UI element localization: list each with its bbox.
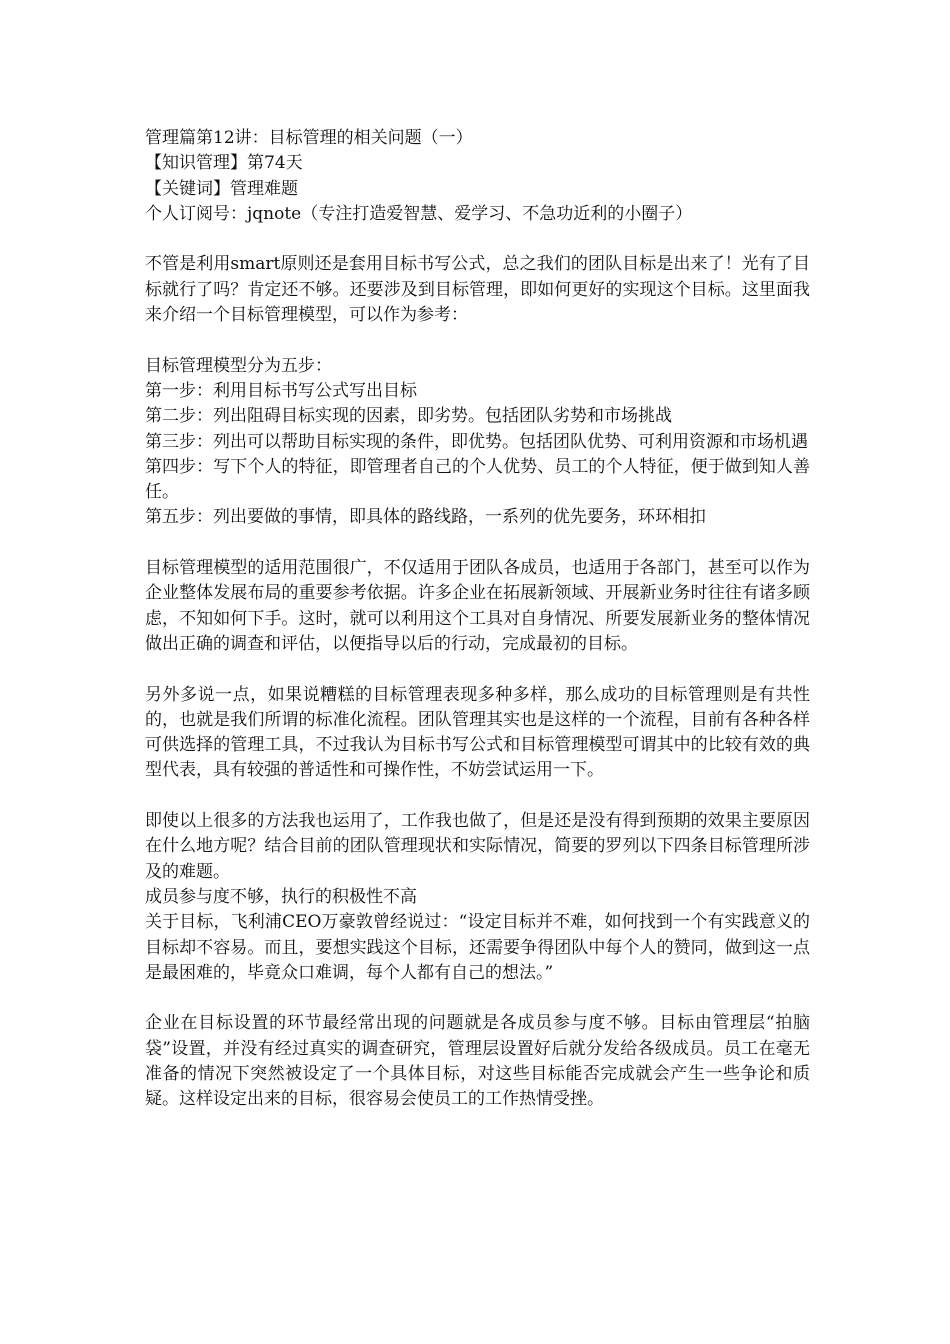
model-step-4: 第四步：写下个人的特征，即管理者自己的个人优势、员工的个人特征，便于做到知人善任。 <box>145 456 810 503</box>
intro-paragraph: 不管是利用smart原则还是套用目标书写公式，总之我们的团队目标是出来了！光有了目标就行了吗？肯定还不够。还要涉及到目标管理，即如何更好的实现这个目标。这里面我来介绍一个目标管理模型，可以作为参考： <box>145 254 810 326</box>
subscription-line: 个人订阅号：jqnote（专注打造爱智慧、爱学习、不急功近利的小圈子） <box>145 203 693 224</box>
document-page <box>145 126 810 1138</box>
scope-paragraph: 目标管理模型的适用范围很广，不仅适用于团队各成员，也适用于各部门，甚至可以作为企业整体发展布局的重要参考依据。许多企业在拓展新领域、开展新业务时往往有诸多顾虑，不知如何下手。这时，就可以利用这个工具对自身情况、所要发展新业务的整体情况做出正确的调查和评估，以便指导以后的行动，完成最初的目标。 <box>145 558 810 654</box>
keywords-label: 【关键词】管理难题 <box>145 178 298 199</box>
header-block <box>145 126 810 227</box>
model-step-5: 第五步：列出要做的事情，即具体的路线路，一系列的优先要务，环环相扣 <box>145 507 706 528</box>
problems-intro-paragraph: 即使以上很多的方法我也运用了，工作我也做了，但是还是没有得到预期的效果主要原因在什么地方呢？结合目前的团队管理现状和实际情况，简要的罗列以下四条目标管理所涉及的难题。 <box>145 811 810 882</box>
standard-paragraph: 另外多说一点，如果说糟糕的目标管理表现多种多样，那么成功的目标管理则是有共性的，也就是我们所谓的标准化流程。团队管理其实也是这样的一个流程，目前有各种各样可供选择的管理工具，不过我认为目标书写公式和目标管理模型可谓其中的比较有效的典型代表，具有较强的普适性和可操作性，不妨尝试运用一下。 <box>145 684 810 781</box>
problem-one-heading: 成员参与度不够，执行的积极性不高 <box>145 886 417 907</box>
model-step-1: 第一步：利用目标书写公式写出目标 <box>145 380 417 401</box>
series-label: 【知识管理】第74天 <box>145 153 303 174</box>
article-title: 管理篇第12讲：目标管理的相关问题（一） <box>145 128 473 148</box>
problems-block <box>145 809 810 986</box>
model-steps-block <box>145 354 810 531</box>
participation-paragraph: 企业在目标设置的环节最经常出现的问题就是各成员参与度不够。目标由管理层“拍脑袋”设置，并没有经过真实的调查研究，管理层设置好后就分发给各级成员。员工在毫无准备的情况下突然被设定了一个具体目标，对这些目标能否完成就会产生一些争论和质疑。这样设定出来的目标，很容易会使员工的工作热情受挫。 <box>145 1013 810 1110</box>
model-step-3: 第三步：列出可以帮助目标实现的条件，即优势。包括团队优势、可利用资源和市场机遇 <box>145 431 808 452</box>
quote-paragraph: 关于目标，飞利浦CEO万豪敦曾经说过：“设定目标并不难，如何找到一个有实践意义的目标却不容易。而且，要想实践这个目标，还需要争得团队中每个人的赞同，做到这一点是最困难的，毕竟众口难调，每个人都有自己的想法。” <box>145 912 810 983</box>
model-heading: 目标管理模型分为五步： <box>145 355 332 376</box>
model-step-2: 第二步：列出阻碍目标实现的因素，即劣势。包括团队劣势和市场挑战 <box>145 406 672 427</box>
